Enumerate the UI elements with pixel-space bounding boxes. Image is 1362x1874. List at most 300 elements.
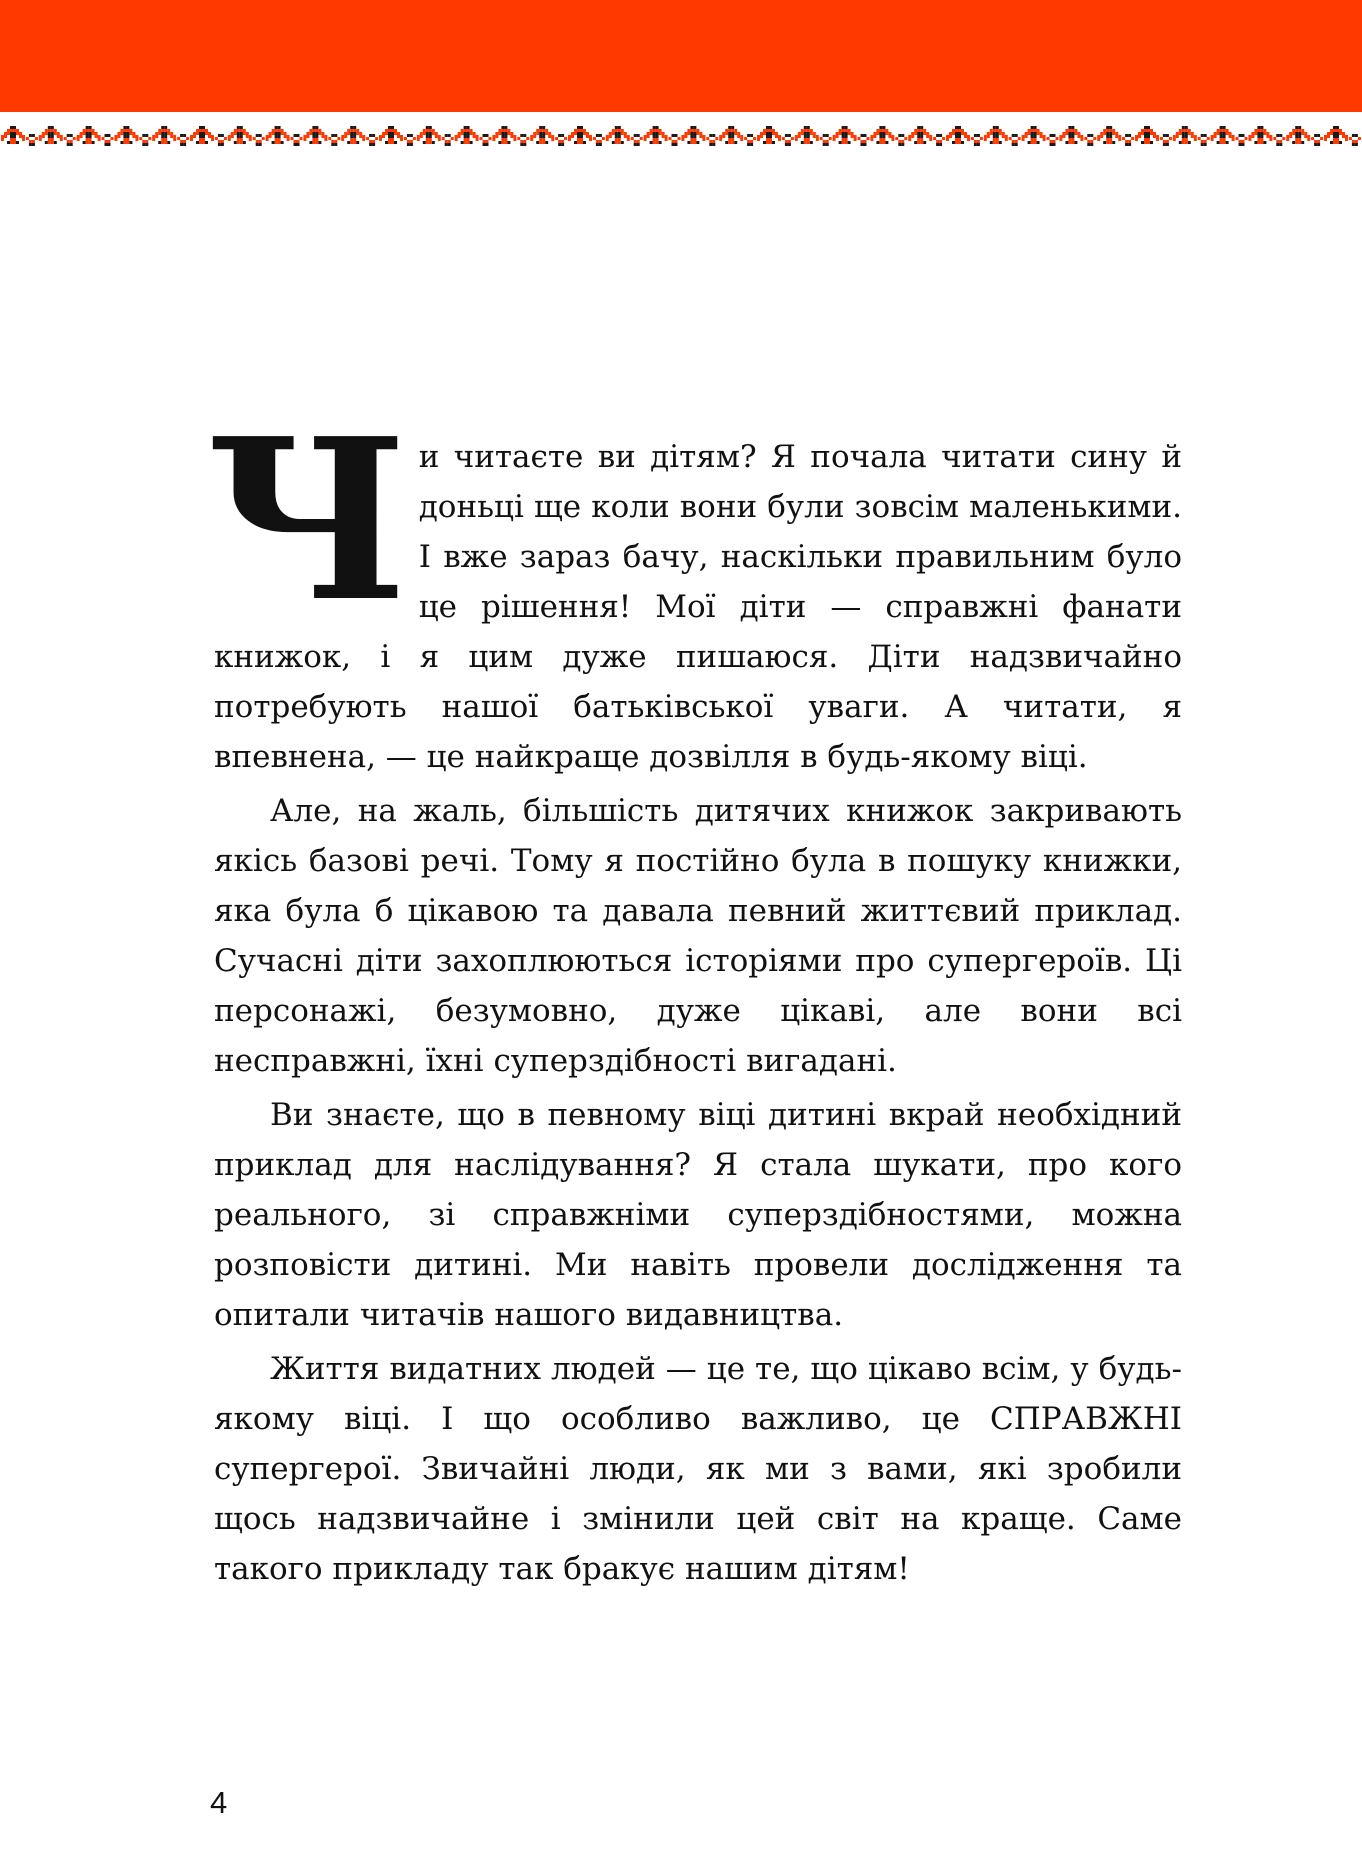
ornament-stitch (1071, 141, 1074, 144)
ornament-stitch (1342, 135, 1345, 138)
ornament-stitch (1002, 135, 1005, 138)
ornament-stitch (1087, 143, 1090, 146)
ornament-stitch (936, 134, 939, 137)
ornament-stitch (186, 137, 189, 140)
ornament-stitch (1304, 132, 1307, 135)
ornament-stitch (864, 143, 867, 146)
ornament-stitch (297, 134, 300, 137)
ornament-stitch (1071, 126, 1074, 129)
ornament-stitch (1239, 143, 1242, 146)
ornament-stitch (990, 129, 993, 132)
ornament-stitch (123, 126, 126, 129)
ornament-stitch (551, 138, 554, 141)
ornament-stitch (769, 129, 772, 132)
ornament-stitch (788, 140, 791, 143)
ornament-stitch (458, 132, 461, 135)
ornament-stitch (105, 143, 108, 146)
ornament-stitch (1150, 132, 1153, 135)
ornament-stitch (882, 129, 885, 132)
ornament-stitch (120, 132, 123, 135)
ornament-stitch (139, 137, 142, 140)
ornament-stitch (180, 134, 183, 137)
ornament-stitch (1298, 129, 1301, 132)
ornament-stitch (696, 132, 699, 135)
ornament-stitch (177, 137, 180, 140)
ornament-stitch (1074, 141, 1077, 144)
ornament-stitch (823, 134, 826, 137)
ornament-stitch (558, 143, 561, 146)
ornament-stitch (1034, 126, 1037, 129)
ornament-stitch (977, 143, 980, 146)
ornament-stitch (105, 140, 108, 143)
ornament-stitch (693, 138, 696, 141)
ornament-stitch (740, 138, 743, 141)
ornament-stitch (653, 129, 656, 132)
ornament-stitch (1201, 134, 1204, 137)
ornament-stitch (955, 129, 958, 132)
ornament-stitch (1090, 143, 1093, 146)
ornament-stitch (785, 140, 788, 143)
ornament-stitch (388, 132, 391, 135)
ornament-stitch (798, 135, 801, 138)
ornament-stitch (1223, 138, 1226, 141)
ornament-stitch (423, 132, 426, 135)
ornament-stitch (350, 129, 353, 132)
ornament-stitch (501, 126, 504, 129)
ornament-stitch (39, 138, 42, 141)
ornament-stitch (77, 138, 80, 141)
ornament-stitch (413, 137, 416, 140)
ornament-stitch (914, 141, 917, 144)
ornament-stitch (1251, 135, 1254, 138)
ornament-stitch (1223, 132, 1226, 135)
ornament-stitch (728, 126, 731, 129)
ornament-stitch (766, 135, 769, 138)
ornament-stitch (1163, 134, 1166, 137)
ornament-stitch (952, 141, 955, 144)
ornament-stitch (533, 135, 536, 138)
ornament-stitch (769, 126, 772, 129)
ornament-stitch (167, 132, 170, 135)
ornament-stitch (955, 135, 958, 138)
ornament-stitch (123, 132, 126, 135)
ornament-stitch (810, 141, 813, 144)
ornament-stitch (845, 138, 848, 141)
ornament-stitch (952, 132, 955, 135)
ornament-stitch (1166, 134, 1169, 137)
ornament-stitch (971, 137, 974, 140)
ornament-stitch (1077, 132, 1080, 135)
ornament-stitch (1292, 129, 1295, 132)
ornament-stitch (1147, 135, 1150, 138)
ornament-stitch (237, 126, 240, 129)
ornament-stitch (237, 135, 240, 138)
ornament-stitch (1298, 126, 1301, 129)
ornament-stitch (486, 134, 489, 137)
ornament-stitch (1349, 137, 1352, 140)
ornament-stitch (158, 132, 161, 135)
ornament-stitch (1115, 132, 1118, 135)
ornament-stitch (589, 138, 592, 141)
ornament-stitch (1103, 132, 1106, 135)
ornament-stitch (740, 135, 743, 138)
ornament-stitch (1182, 126, 1185, 129)
ornament-stitch (769, 138, 772, 141)
ornament-stitch (627, 135, 630, 138)
ornament-stitch (391, 141, 394, 144)
ornament-stitch (243, 129, 246, 132)
ornament-stitch (410, 134, 413, 137)
ornament-stitch (1352, 134, 1355, 137)
ornament-stitch (1012, 140, 1015, 143)
ornament-stitch (489, 137, 492, 140)
ornament-stitch (1, 138, 4, 141)
ornament-stitch (294, 143, 297, 146)
ornament-stitch (237, 138, 240, 141)
ornament-stitch (199, 129, 202, 132)
ornament-stitch (89, 126, 92, 129)
ornament-stitch (996, 138, 999, 141)
ornament-stitch (461, 129, 464, 132)
ornament-stitch (105, 134, 108, 137)
ornament-stitch (870, 138, 873, 141)
ornament-stitch (709, 143, 712, 146)
ornament-stitch (7, 132, 10, 135)
ornament-stitch (1160, 137, 1163, 140)
ornament-stitch (70, 134, 73, 137)
ornament-stitch (990, 141, 993, 144)
ornament-stitch (1071, 129, 1074, 132)
ornament-stitch (879, 129, 882, 132)
ornament-stitch (318, 141, 321, 144)
ornament-stitch (1185, 132, 1188, 135)
ornament-stitch (706, 137, 709, 140)
ornament-stitch (400, 135, 403, 138)
ornament-stitch (678, 137, 681, 140)
ornament-stitch (318, 132, 321, 135)
ornament-stitch (435, 132, 438, 135)
ornament-stitch (148, 137, 151, 140)
ornament-stitch (202, 135, 205, 138)
ornament-stitch (347, 141, 350, 144)
ornament-stitch (1304, 135, 1307, 138)
ornament-stitch (599, 143, 602, 146)
ornament-stitch (917, 132, 920, 135)
ornament-stitch (410, 140, 413, 143)
ornament-stitch (287, 135, 290, 138)
ornament-stitch (1028, 132, 1031, 135)
ornament-stitch (32, 140, 35, 143)
ornament-stitch (517, 137, 520, 140)
ornament-stitch (507, 129, 510, 132)
ornament-stitch (766, 126, 769, 129)
ornament-stitch (306, 132, 309, 135)
ornament-stitch (278, 135, 281, 138)
ornament-stitch (596, 134, 599, 137)
ornament-stitch (183, 134, 186, 137)
ornament-stitch (1211, 138, 1214, 141)
ornament-stitch (312, 141, 315, 144)
ornament-stitch (839, 132, 842, 135)
ornament-stitch (1317, 140, 1320, 143)
ornament-stitch (926, 132, 929, 135)
ornament-stitch (861, 143, 864, 146)
ornament-stitch (48, 132, 51, 135)
ornament-stitch (826, 143, 829, 146)
ornament-stitch (429, 138, 432, 141)
ornament-stitch (920, 126, 923, 129)
ornament-stitch (86, 135, 89, 138)
ornament-stitch (158, 129, 161, 132)
ornament-stitch (901, 140, 904, 143)
ornament-stitch (911, 135, 914, 138)
ornament-stitch (520, 140, 523, 143)
ornament-stitch (86, 132, 89, 135)
ornament-stitch (854, 138, 857, 141)
ornament-stitch (929, 135, 932, 138)
ornament-stitch (45, 132, 48, 135)
ornament-stitch (536, 141, 539, 144)
ornament-stitch (1220, 132, 1223, 135)
ornament-stitch (13, 126, 16, 129)
ornament-stitch (577, 129, 580, 132)
ornament-stitch (1031, 132, 1034, 135)
ornament-stitch (429, 135, 432, 138)
ornament-stitch (372, 140, 375, 143)
ornament-stitch (845, 129, 848, 132)
ornament-stitch (183, 143, 186, 146)
ornament-stitch (561, 140, 564, 143)
ornament-stitch (366, 137, 369, 140)
ornament-stitch (833, 138, 836, 141)
ornament-stitch (728, 129, 731, 132)
ornament-stitch (164, 138, 167, 141)
ornament-stitch (920, 135, 923, 138)
ornament-stitch (35, 137, 38, 140)
ornament-stitch (369, 134, 372, 137)
ornament-stitch (234, 132, 237, 135)
ornament-stitch (1257, 135, 1260, 138)
ornament-stitch (359, 135, 362, 138)
ornament-stitch (690, 129, 693, 132)
ornament-stitch (577, 138, 580, 141)
ornament-stitch (539, 132, 542, 135)
ornament-stitch (699, 135, 702, 138)
ornament-stitch (785, 143, 788, 146)
ornament-stitch (693, 141, 696, 144)
ornament-stitch (888, 135, 891, 138)
ornament-stitch (16, 132, 19, 135)
ornament-stitch (1242, 140, 1245, 143)
ornament-stitch (712, 134, 715, 137)
ornament-stitch (70, 140, 73, 143)
ornament-stitch (98, 138, 101, 141)
ornament-stitch (426, 126, 429, 129)
ornament-stitch (423, 141, 426, 144)
ornament-stitch (772, 129, 775, 132)
ornament-stitch (504, 132, 507, 135)
ornament-stitch (362, 138, 365, 141)
ornament-stitch (653, 126, 656, 129)
ornament-stitch (1229, 132, 1232, 135)
ornament-stitch (420, 132, 423, 135)
ornament-stitch (1220, 129, 1223, 132)
ornament-stitch (388, 135, 391, 138)
ornament-stitch (344, 132, 347, 135)
ornament-stitch (362, 135, 365, 138)
ornament-stitch (842, 129, 845, 132)
ornament-stitch (259, 143, 262, 146)
ornament-stitch (946, 135, 949, 138)
ornament-stitch (300, 137, 303, 140)
ornament-stitch (1185, 138, 1188, 141)
ornament-stitch (51, 132, 54, 135)
ornament-stitch (612, 141, 615, 144)
ornament-stitch (545, 129, 548, 132)
ornament-stitch (228, 135, 231, 138)
ornament-stitch (958, 138, 961, 141)
ornament-stitch (199, 141, 202, 144)
ornament-stitch (864, 134, 867, 137)
ornament-stitch (501, 138, 504, 141)
ornament-stitch (1179, 129, 1182, 132)
ornament-stitch (1109, 141, 1112, 144)
ornament-stitch (980, 137, 983, 140)
ornament-stitch (891, 138, 894, 141)
ornament-stitch (1125, 134, 1128, 137)
ornament-stitch (1273, 137, 1276, 140)
ornament-stitch (1002, 132, 1005, 135)
ornament-stitch (331, 140, 334, 143)
ornament-stitch (1330, 132, 1333, 135)
ornament-stitch (964, 135, 967, 138)
ornament-stitch (1053, 143, 1056, 146)
ornament-stitch (161, 126, 164, 129)
ornament-stitch (275, 135, 278, 138)
ornament-stitch (583, 141, 586, 144)
ornament-stitch (1153, 132, 1156, 135)
ornament-stitch (993, 129, 996, 132)
ornament-stitch (1031, 135, 1034, 138)
ornament-stitch (224, 137, 227, 140)
ornament-stitch (382, 132, 385, 135)
ornament-stitch (1279, 140, 1282, 143)
ornament-stitch (1147, 141, 1150, 144)
ornament-stitch (470, 129, 473, 132)
ornament-stitch (731, 129, 734, 132)
ornament-stitch (734, 132, 737, 135)
ornament-stitch (672, 134, 675, 137)
ornament-stitch (750, 134, 753, 137)
ornament-stitch (1031, 126, 1034, 129)
ornament-stitch (1223, 126, 1226, 129)
ornament-stitch (747, 140, 750, 143)
ornament-stitch (536, 132, 539, 135)
ornament-stitch (858, 137, 861, 140)
ornament-stitch (870, 135, 873, 138)
ornament-stitch (1173, 138, 1176, 141)
ornament-stitch (1307, 138, 1310, 141)
ornament-stitch (397, 135, 400, 138)
ornament-stitch (486, 143, 489, 146)
ornament-stitch (920, 132, 923, 135)
ornament-stitch (1071, 132, 1074, 135)
ornament-stitch (353, 138, 356, 141)
ornament-stitch (684, 132, 687, 135)
ornament-stitch (650, 132, 653, 135)
ornament-stitch (353, 126, 356, 129)
ornament-stitch (961, 129, 964, 132)
ornament-stitch (775, 132, 778, 135)
ornament-stitch (996, 132, 999, 135)
ornament-stitch (653, 141, 656, 144)
ornament-stitch (1176, 132, 1179, 135)
ornament-stitch (1050, 143, 1053, 146)
ornament-stitch (659, 132, 662, 135)
ornament-stitch (618, 129, 621, 132)
ornament-stitch (882, 132, 885, 135)
ornament-stitch (1025, 135, 1028, 138)
ornament-stitch (1352, 143, 1355, 146)
ornament-stitch (901, 134, 904, 137)
ornament-stitch (687, 132, 690, 135)
ornament-stitch (693, 135, 696, 138)
ornament-stitch (1257, 138, 1260, 141)
ornament-stitch (218, 143, 221, 146)
ornament-stitch (48, 138, 51, 141)
ornament-stitch (1317, 134, 1320, 137)
ornament-stitch (1339, 141, 1342, 144)
ornament-stitch (205, 129, 208, 132)
ornament-stitch (1147, 129, 1150, 132)
ornament-stitch (888, 132, 891, 135)
ornament-stitch (1182, 129, 1185, 132)
ornament-stitch (523, 143, 526, 146)
ornament-stitch (1156, 138, 1159, 141)
ornament-stitch (51, 141, 54, 144)
ornament-stitch (470, 132, 473, 135)
ornament-stitch (312, 126, 315, 129)
ornament-stitch (851, 132, 854, 135)
ornament-stitch (1100, 132, 1103, 135)
ornament-stitch (202, 129, 205, 132)
ornament-stitch (7, 141, 10, 144)
ornament-stitch (1217, 129, 1220, 132)
ornament-stitch (1220, 138, 1223, 141)
ornament-stitch (942, 137, 945, 140)
ornament-stitch (580, 129, 583, 132)
ornament-stitch (1242, 143, 1245, 146)
ornament-stitch (1339, 129, 1342, 132)
ornament-stitch (1034, 135, 1037, 138)
ornament-stitch (394, 132, 397, 135)
ornament-stitch (672, 143, 675, 146)
ornament-stitch (337, 137, 340, 140)
ornament-stitch (164, 126, 167, 129)
ornament-stitch (1112, 132, 1115, 135)
ornament-stitch (656, 138, 659, 141)
ornament-stitch (1068, 138, 1071, 141)
ornament-stitch (1028, 141, 1031, 144)
ornament-stitch (344, 135, 347, 138)
ornament-stitch (1068, 126, 1071, 129)
ornament-stitch (873, 132, 876, 135)
ornament-stitch (760, 132, 763, 135)
ornament-stitch (1236, 137, 1239, 140)
ornament-stitch (54, 132, 57, 135)
ornament-stitch (958, 135, 961, 138)
ornament-stitch (1223, 141, 1226, 144)
